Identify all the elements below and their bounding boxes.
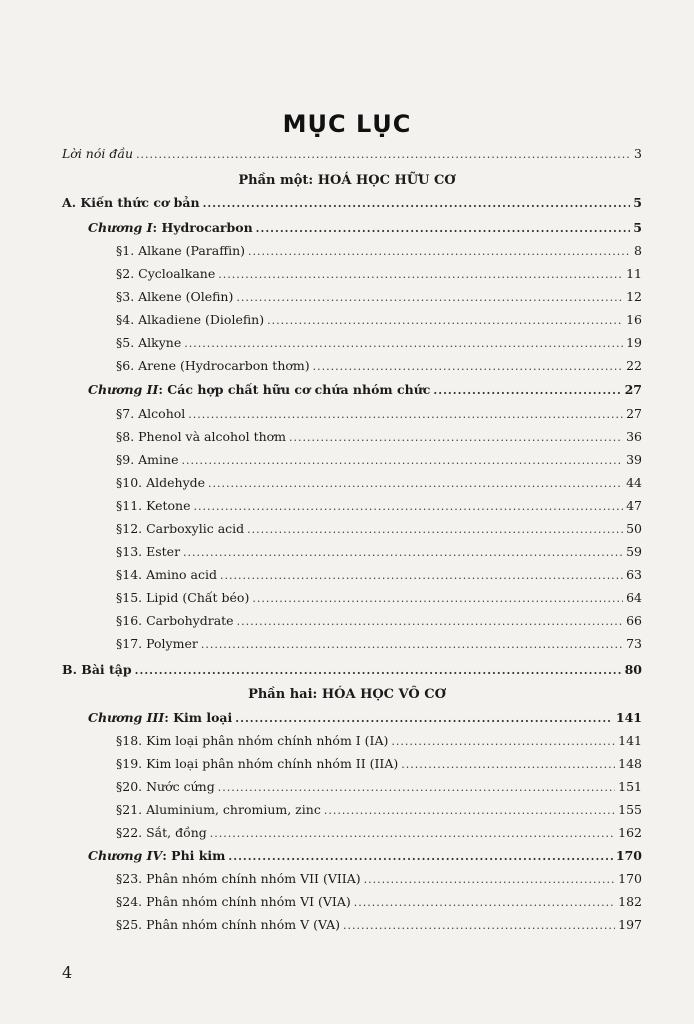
toc-entry-label: §21. Aluminium, chromium, zinc [116,802,321,817]
toc-item [116,893,642,912]
page-title: MỤC LỤC [282,110,412,138]
toc-entry-page: 182 [618,894,642,909]
dot-leader [343,917,615,935]
toc-section-a [62,194,642,213]
toc-entry-page: 59 [626,544,642,559]
toc-entry-page: 170 [618,871,642,886]
toc-entry-label: A. Kiến thức cơ bản [62,195,200,210]
toc-item [116,357,642,376]
dot-leader [183,544,623,562]
toc-entry-page: 44 [626,475,642,490]
dot-leader [235,710,613,728]
toc-entry-page: 47 [626,498,642,513]
toc-item [116,311,642,330]
toc-entry-label: §7. Alcohol [116,406,186,421]
toc-entry-page: 197 [618,917,642,932]
toc-entry-label: §13. Ester [116,544,181,559]
toc-entry-page: 12 [626,289,642,304]
toc-entry-page: 148 [618,756,642,771]
dot-leader [354,894,615,912]
toc-entry-label: §2. Cycloalkane [116,266,216,281]
toc-entry-label: : Phi kim [162,848,226,863]
toc-entry-label: §4. Alkadiene (Diolefin) [116,312,265,327]
toc-entry-page: 3 [634,146,642,161]
dot-leader [218,779,615,797]
toc-entry-label: §9. Amine [116,452,179,467]
toc-chapter-4 [88,847,642,866]
toc-entry-page: 11 [626,266,642,281]
toc-item [116,916,642,935]
toc-entry-label: §19. Kim loại phân nhóm chính nhóm II (IIA) [116,756,399,771]
toc-entry-preface [62,145,642,164]
dot-leader [364,871,616,889]
toc-item [116,451,642,470]
toc-entry-label: §10. Aldehyde [116,475,206,490]
toc-item [116,612,642,631]
toc-item [116,755,642,774]
toc-entry-page: 170 [615,848,642,863]
page-number: 4 [62,963,73,982]
dot-leader [237,613,624,631]
dot-leader [220,567,623,585]
dot-leader [136,146,631,164]
toc-entry-page: 155 [618,802,642,817]
toc-entry-page: 80 [624,662,642,677]
toc-entry-label: §6. Arene (Hydrocarbon thơm) [116,358,310,373]
chapter-prefix: Chương III [88,710,165,725]
part-heading-1: Phần một: HOÁ HỌC HỮU CƠ [238,173,456,188]
chapter-prefix: Chương II [88,382,159,397]
dot-leader [218,266,623,284]
toc-item [116,778,642,797]
dot-leader [289,429,623,447]
toc-entry-page: 73 [626,636,642,651]
toc-item [116,334,642,353]
dot-leader [433,382,621,400]
toc-entry-label: §18. Kim loại phân nhóm chính nhóm I (IA) [116,733,389,748]
toc-entry-page: 141 [615,710,642,725]
toc-item [116,520,642,539]
toc-item [116,566,642,585]
dot-leader [135,662,622,680]
toc-chapter-3 [88,709,642,728]
toc-entry-page: 27 [626,406,642,421]
dot-leader [208,475,623,493]
chapter-prefix: Chương IV [88,848,163,863]
toc-item [116,242,642,261]
toc-entry-page: 5 [633,220,642,235]
toc-entry-page: 151 [618,779,642,794]
toc-entry-label: §15. Lipid (Chất béo) [116,590,250,605]
toc-entry-page: 36 [626,429,642,444]
dot-leader [313,358,623,376]
toc-entry-page: 22 [626,358,642,373]
toc-chapter-1 [88,219,642,238]
dot-leader [391,733,615,751]
toc-entry-label: §25. Phân nhóm chính nhóm V (VA) [116,917,341,932]
toc-item [116,405,642,424]
toc-item [116,870,642,889]
toc-entry-label: §3. Alkene (Olefin) [116,289,234,304]
dot-leader [201,636,623,654]
toc-entry-label: B. Bài tập [62,662,132,677]
toc-entry-label: §24. Phân nhóm chính nhóm VI (VIA) [116,894,351,909]
chapter-prefix: Chương I [88,220,153,235]
toc-entry-page: 39 [626,452,642,467]
dot-leader [184,335,623,353]
toc-item [116,824,642,843]
toc-item [116,635,642,654]
toc-entry-label: : Kim loại [164,710,233,725]
toc-entry-page: 66 [626,613,642,628]
toc-item [116,428,642,447]
toc-entry-label: : Các hợp chất hữu cơ chứa nhóm chức [158,382,431,397]
toc-item [116,265,642,284]
toc-section-b [62,661,642,680]
toc-entry-page: 141 [618,733,642,748]
dot-leader [248,243,631,261]
toc-entry-label: §16. Carbohydrate [116,613,234,628]
toc-entry-page: 50 [626,521,642,536]
dot-leader [203,195,631,213]
toc-entry-label: §12. Carboxylic acid [116,521,245,536]
toc-entry-page: 5 [633,195,642,210]
toc-entry-label: §8. Phenol và alcohol thơm [116,429,287,444]
toc-entry-page: 64 [626,590,642,605]
dot-leader [247,521,623,539]
toc-entry-label: §5. Alkyne [116,335,182,350]
toc-entry-label: §11. Ketone [116,498,191,513]
dot-leader [194,498,624,516]
part-heading-2: Phần hai: HÓA HỌC VÔ CƠ [248,687,446,702]
toc-item [116,288,642,307]
toc-entry-page: 63 [626,567,642,582]
toc-entry-page: 8 [634,243,642,258]
toc-item [116,732,642,751]
dot-leader [256,220,631,238]
toc-entry-label: §14. Amino acid [116,567,217,582]
toc-entry-label: Lời nói đầu [62,146,134,161]
toc-entry-page: 19 [626,335,642,350]
dot-leader [236,289,623,307]
toc-entry-page: 162 [618,825,642,840]
toc-entry-label: §23. Phân nhóm chính nhóm VII (VIIA) [116,871,361,886]
toc-item [116,801,642,820]
toc-entry-label: §22. Sắt, đồng [116,825,207,840]
dot-leader [252,590,623,608]
toc-chapter-2 [88,381,642,400]
dot-leader [401,756,615,774]
dot-leader [324,802,615,820]
toc-entry-label: §20. Nước cứng [116,779,215,794]
dot-leader [267,312,623,330]
toc-item [116,543,642,562]
toc-entry-label: §1. Alkane (Paraffin) [116,243,246,258]
toc-entry-page: 16 [626,312,642,327]
toc-item [116,474,642,493]
toc-entry-label: : Hydrocarbon [152,220,253,235]
dot-leader [228,848,613,866]
toc-item [116,589,642,608]
dot-leader [188,406,623,424]
dot-leader [181,452,623,470]
toc-entry-label: §17. Polymer [116,636,198,651]
toc-entry-page: 27 [624,382,642,397]
dot-leader [210,825,615,843]
toc-item [116,497,642,516]
